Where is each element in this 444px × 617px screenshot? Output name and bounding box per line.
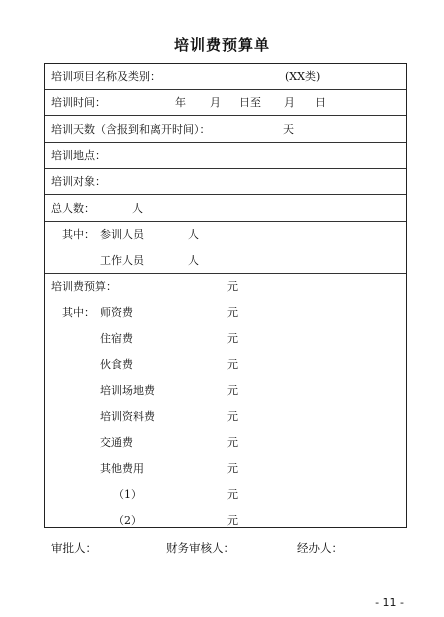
budget-form [44,63,407,528]
participants-unit: 人 [188,228,199,241]
row-divider [45,115,406,116]
participants-label: 参训人员 [100,228,144,241]
row-divider [45,142,406,143]
participants-prefix: 其中： [62,228,95,241]
total-people-label: 总人数： [51,202,95,215]
training-days-unit: 天 [283,123,294,136]
budget-item-unit: 元 [227,514,238,527]
form-title: 培训费预算单 [173,36,270,54]
row-divider [45,168,406,169]
row-divider [45,273,406,274]
training-time-label: 培训时间： [51,96,106,109]
training-audience-label: 培训对象： [51,175,106,188]
budget-item-unit: 元 [227,462,238,475]
project-category: (XX类) [285,70,321,83]
project-name-label: 培训项目名称及类别： [51,70,161,83]
budget-items-prefix: 其中： [62,306,95,319]
total-people-unit: 人 [132,202,143,215]
staff-label: 工作人员 [100,254,144,267]
budget-item-unit: 元 [227,384,238,397]
budget-item-unit: 元 [227,358,238,371]
time-day-end: 日 [315,96,326,109]
budget-item-unit: 元 [227,410,238,423]
time-month-start: 月 [210,96,221,109]
time-year: 年 [175,96,186,109]
budget-item-label: 其他费用 [100,462,144,475]
budget-item-label: （2） [113,514,142,527]
training-location-label: 培训地点： [51,149,106,162]
staff-unit: 人 [188,254,199,267]
budget-item-label: 师资费 [100,306,133,319]
time-month-end: 月 [284,96,295,109]
handler-label: 经办人： [297,541,343,555]
budget-item-label: 交通费 [100,436,133,449]
budget-label: 培训费预算： [51,280,117,293]
row-divider [45,194,406,195]
time-day-to: 日至 [239,96,261,109]
budget-item-unit: 元 [227,488,238,501]
budget-item-unit: 元 [227,306,238,319]
budget-item-unit: 元 [227,436,238,449]
budget-item-label: 住宿费 [100,332,133,345]
budget-item-label: 伙食费 [100,358,133,371]
budget-item-unit: 元 [227,332,238,345]
budget-unit: 元 [227,280,238,293]
budget-item-label: （1） [113,488,142,501]
finance-reviewer-label: 财务审核人： [166,541,235,555]
approver-label: 审批人： [51,541,97,555]
page-number: - 11 - [375,596,404,609]
budget-item-label: 培训资料费 [100,410,155,423]
row-divider [45,221,406,222]
budget-item-label: 培训场地费 [100,384,155,397]
row-divider [45,89,406,90]
training-days-label: 培训天数（含报到和离开时间）： [51,123,211,136]
